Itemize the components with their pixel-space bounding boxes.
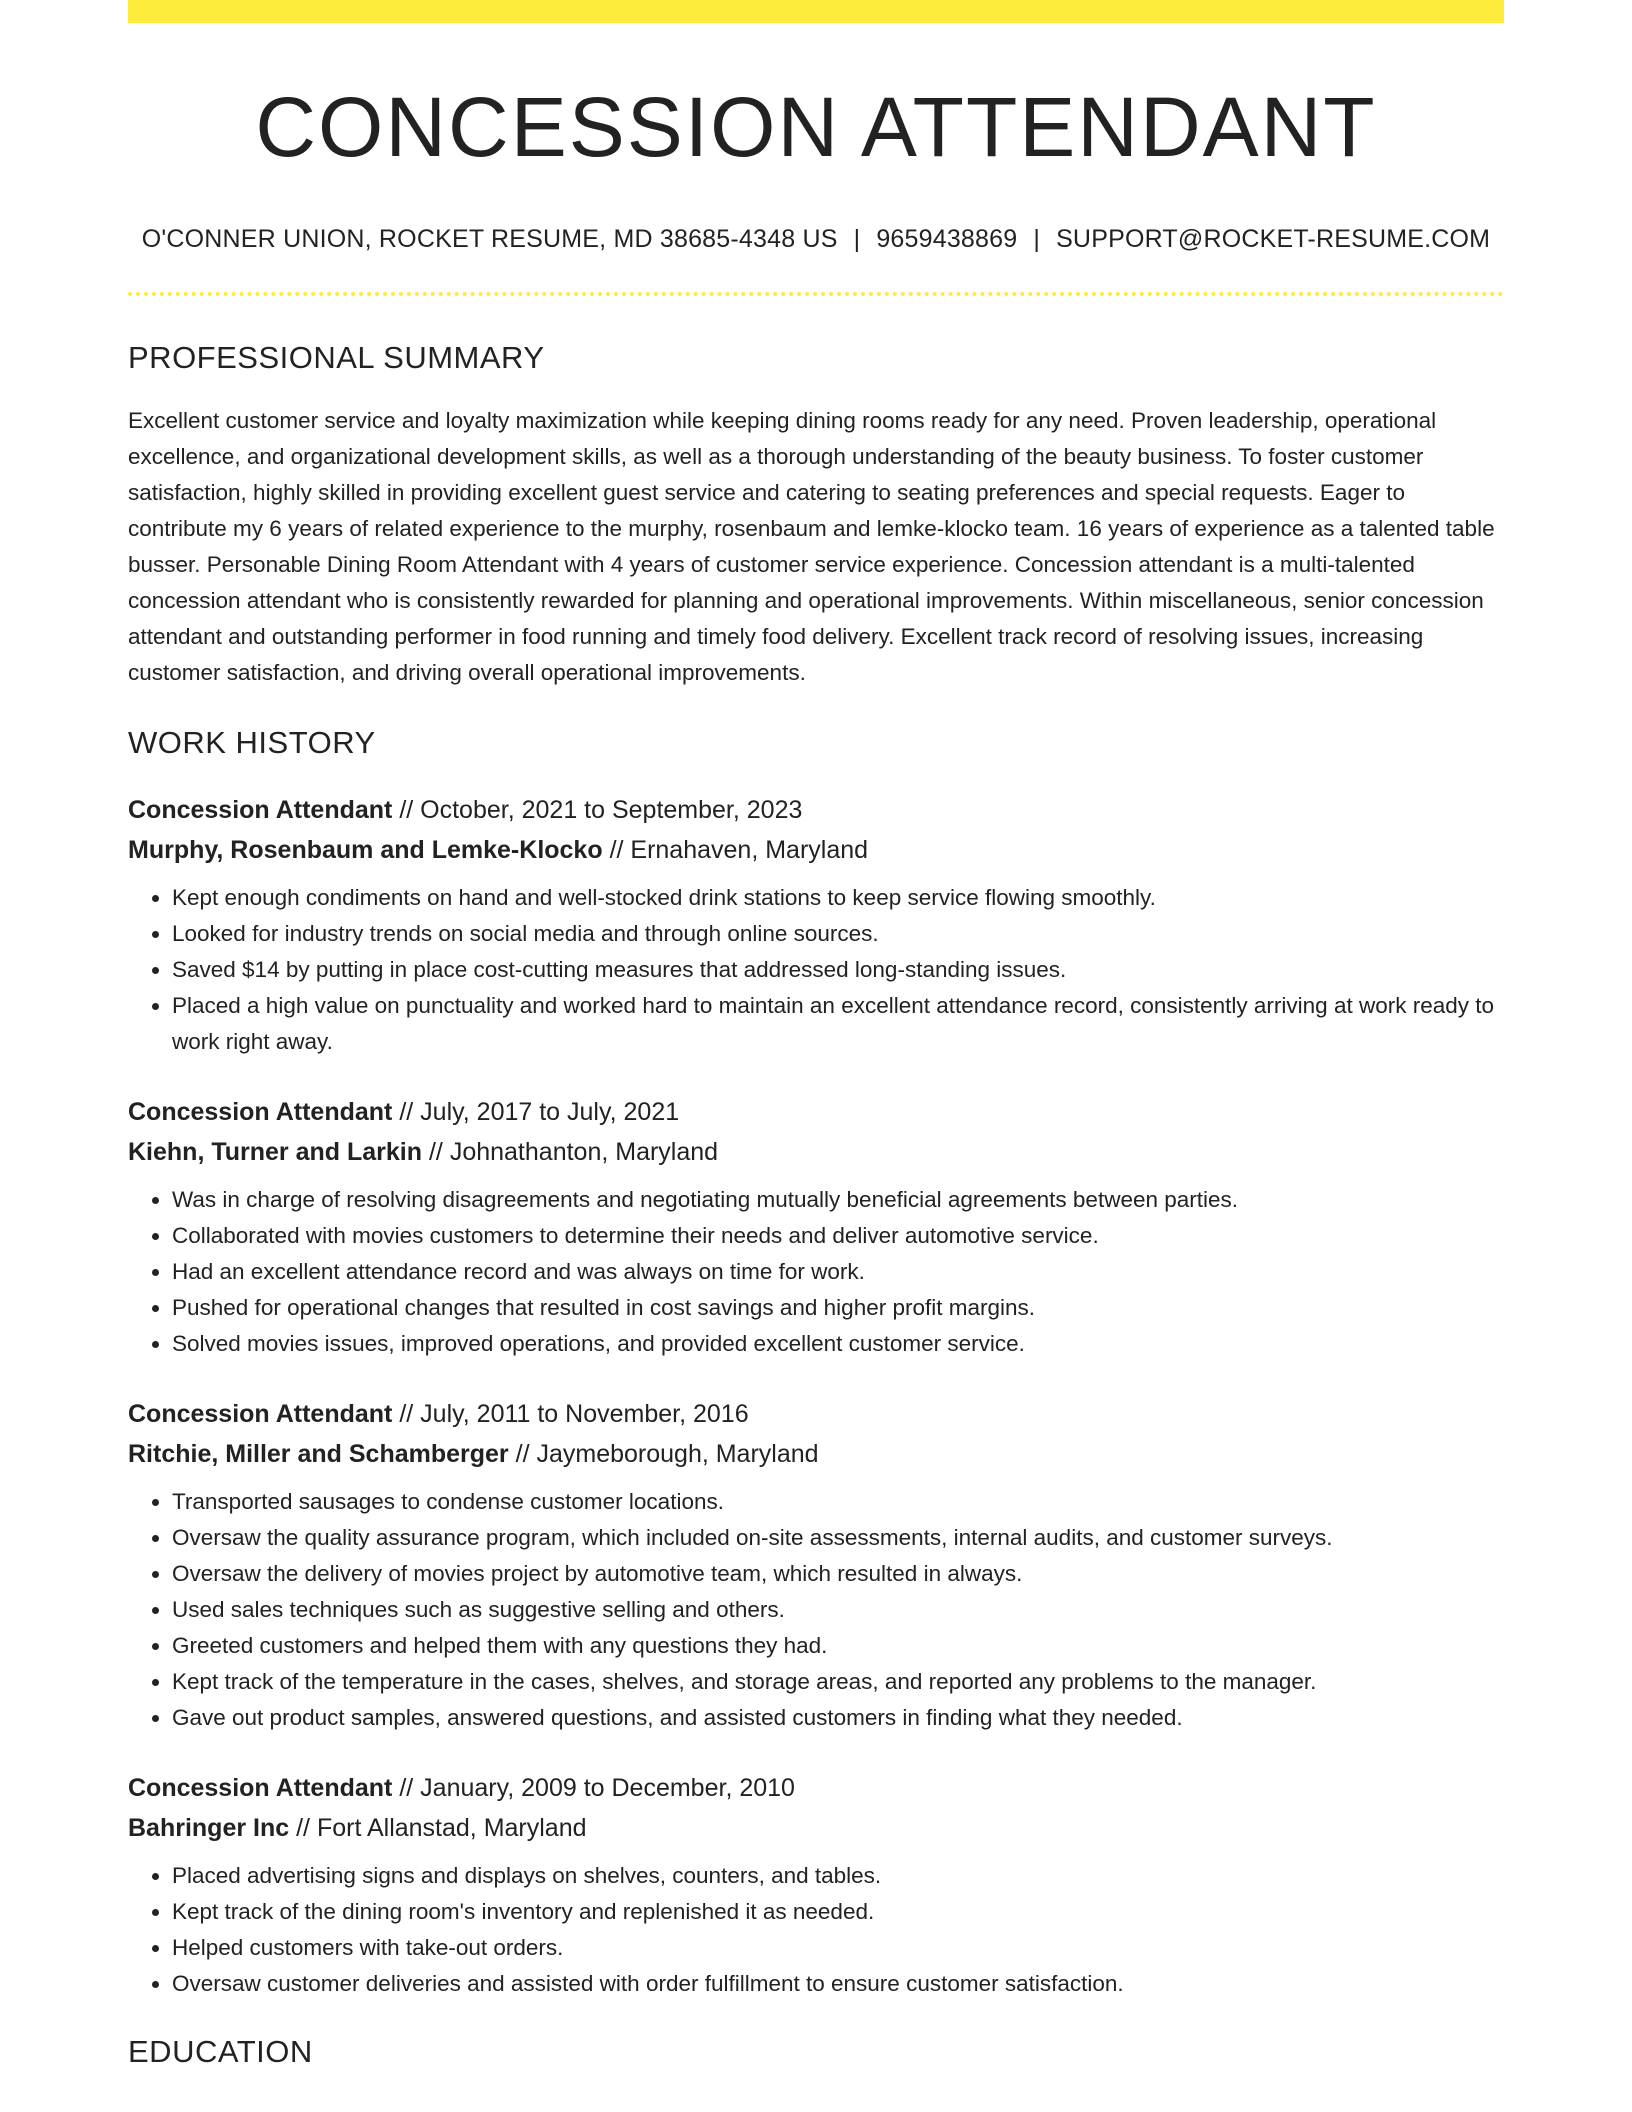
job-title-line [128, 1394, 1504, 1434]
job-title-line [128, 1768, 1504, 1808]
list-item: • Kept enough condiments on hand and well-stocked drink stations to keep service flowing smoothly. [172, 880, 1504, 916]
job-entry [128, 1768, 1504, 2002]
contact-separator: | [1033, 225, 1041, 253]
job-location: // Fort Allanstad, Maryland [296, 1814, 587, 1842]
job-company: Ritchie, Miller and Schamberger [128, 1440, 509, 1468]
page-title: CONCESSION ATTENDANT [255, 80, 1377, 174]
list-item: • Pushed for operational changes that resulted in cost savings and higher profit margins. [172, 1290, 1504, 1326]
job-company: Kiehn, Turner and Larkin [128, 1138, 423, 1166]
job-bullets [128, 1182, 1504, 1362]
job-bullets [128, 1858, 1504, 2002]
list-item: • Kept track of the temperature in the cases, shelves, and storage areas, and reported any problems to the manager. [172, 1664, 1504, 1700]
summary-heading: PROFESSIONAL SUMMARY [128, 340, 545, 375]
job-dates: // October, 2021 to September, 2023 [399, 796, 803, 824]
list-item: • Collaborated with movies customers to determine their needs and deliver automotive service. [172, 1218, 1504, 1254]
work-history-heading: WORK HISTORY [128, 725, 376, 760]
job-title: Concession Attendant [128, 1400, 393, 1428]
list-item: • Saved $14 by putting in place cost-cutting measures that addressed long-standing issues. [172, 952, 1504, 988]
work-history-list [128, 790, 1504, 2002]
job-company: Bahringer Inc [128, 1814, 290, 1842]
contact-line [128, 225, 1504, 254]
job-bullets [128, 1484, 1504, 1736]
contact-email: SUPPORT@ROCKET-RESUME.COM [1056, 225, 1491, 253]
job-dates: // July, 2017 to July, 2021 [399, 1098, 680, 1126]
list-item: • Gave out product samples, answered questions, and assisted customers in finding what they needed. [172, 1700, 1504, 1736]
job-company-line [128, 1808, 1504, 1848]
job-location: // Johnathanton, Maryland [428, 1138, 719, 1166]
job-entry [128, 1092, 1504, 1362]
job-bullets [128, 880, 1504, 1060]
list-item: • Was in charge of resolving disagreements and negotiating mutually beneficial agreements between parties. [172, 1182, 1504, 1218]
list-item: • Solved movies issues, improved operations, and provided excellent customer service. [172, 1326, 1504, 1362]
list-item: • Used sales techniques such as suggestive selling and others. [172, 1592, 1504, 1628]
job-entry [128, 790, 1504, 1060]
job-title: Concession Attendant [128, 1774, 393, 1802]
job-entry [128, 1394, 1504, 1736]
job-location: // Ernahaven, Maryland [609, 836, 869, 864]
top-accent-bar [128, 0, 1504, 23]
job-location: // Jaymeborough, Maryland [515, 1440, 819, 1468]
job-title: Concession Attendant [128, 796, 393, 824]
list-item: • Oversaw the quality assurance program, which included on-site assessments, internal audits, and customer surveys. [172, 1520, 1504, 1556]
list-item: • Looked for industry trends on social media and through online sources. [172, 916, 1504, 952]
list-item: • Kept track of the dining room's inventory and replenished it as needed. [172, 1894, 1504, 1930]
job-dates: // January, 2009 to December, 2010 [399, 1774, 795, 1802]
list-item: • Placed advertising signs and displays on shelves, counters, and tables. [172, 1858, 1504, 1894]
list-item: • Had an excellent attendance record and was always on time for work. [172, 1254, 1504, 1290]
list-item: • Transported sausages to condense customer locations. [172, 1484, 1504, 1520]
list-item: • Placed a high value on punctuality and worked hard to maintain an excellent attendance record, consistently arriving at work ready to work right away. [172, 988, 1504, 1060]
job-company: Murphy, Rosenbaum and Lemke-Klocko [128, 836, 603, 864]
contact-separator: | [853, 225, 861, 253]
job-dates: // July, 2011 to November, 2016 [399, 1400, 749, 1428]
contact-phone: 9659438869 [876, 225, 1018, 253]
job-company-line [128, 1434, 1504, 1474]
job-title-line [128, 1092, 1504, 1132]
resume-page [128, 0, 1504, 2067]
dotted-divider [128, 292, 1504, 296]
education-heading: EDUCATION [128, 2034, 313, 2069]
list-item: • Oversaw customer deliveries and assisted with order fulfillment to ensure customer satisfaction. [172, 1966, 1504, 2002]
contact-address: O'CONNER UNION, ROCKET RESUME, MD 38685-4348 US [141, 225, 838, 253]
job-company-line [128, 830, 1504, 870]
list-item: • Oversaw the delivery of movies project by automotive team, which resulted in always. [172, 1556, 1504, 1592]
job-title-line [128, 790, 1504, 830]
job-title: Concession Attendant [128, 1098, 393, 1126]
summary-text: Excellent customer service and loyalty maximization while keeping dining rooms ready for any need. Proven leadership, operational excellence, and organizational development skills, as well as a thorough understanding of the beauty business. To foster customer satisfaction, highly skilled in providing excellent guest service and catering to seating preferences and special requests. Eager to contribute my 6 years of related experience to the murphy, rosenbaum and lemke-klocko team. 16 years of experience as a talented table busser. Personable Dining Room Attendant with 4 years of customer service experience. Concession attendant is a multi-talented concession attendant who is consistently rewarded for planning and operational improvements. Within miscellaneous, senior concession attendant and outstanding performer in food running and timely food delivery. Excellent track record of resolving issues, increasing customer satisfaction, and driving overall operational improvements. [128, 408, 1495, 685]
list-item: • Helped customers with take-out orders. [172, 1930, 1504, 1966]
job-company-line [128, 1132, 1504, 1172]
list-item: • Greeted customers and helped them with any questions they had. [172, 1628, 1504, 1664]
